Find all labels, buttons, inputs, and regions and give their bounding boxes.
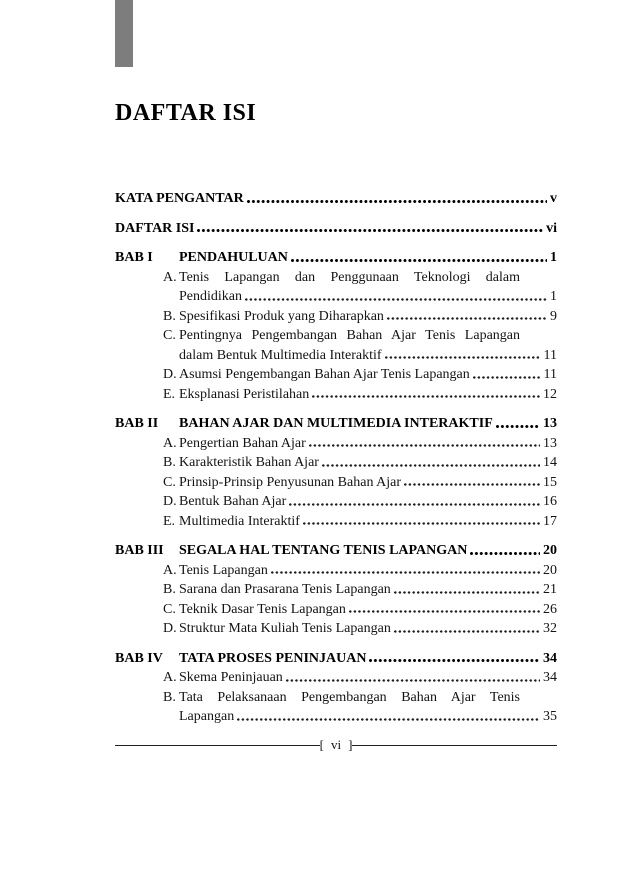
sub-item-text: Asumsi Pengembangan Bahan Ajar Tenis Lapangan: [179, 367, 470, 382]
sub-item-letter: A.: [163, 670, 177, 685]
sub-item-letter: E.: [163, 386, 176, 402]
page-title: DAFTAR ISI: [115, 100, 257, 127]
toc-front-row: [115, 189, 557, 209]
sub-item-body: [179, 492, 557, 512]
chapter-title: SEGALA HAL TENTANG TENIS LAPANGAN: [179, 543, 468, 558]
sub-item-text-line: [179, 580, 557, 600]
sub-item-text-line: [179, 561, 557, 581]
sub-item-text: Spesifikasi Produk yang Diharapkan: [179, 308, 384, 324]
toc-sub-item: [163, 473, 557, 493]
footer-rule-right: [352, 745, 557, 746]
dot-leader: [394, 630, 540, 633]
sub-item-text: Pendidikan: [179, 289, 242, 304]
toc-sub-item: [163, 268, 557, 307]
sub-item-text-line1: Tenis Lapangan dan Penggunaan Teknologi dalam: [179, 269, 520, 285]
footer-bracket-left: [: [319, 736, 324, 752]
chapter-title: TATA PROSES PENINJAUAN: [179, 650, 367, 666]
sub-item-body: [179, 688, 557, 727]
sub-item-text-line2: [179, 707, 557, 727]
footer-rule-left: [115, 745, 320, 746]
sub-item-letter: D.: [163, 494, 177, 509]
toc-front-row: [115, 219, 557, 239]
sub-item-text-line: [179, 385, 557, 405]
dot-leader: [309, 444, 540, 447]
toc-chapter-row: [115, 248, 557, 268]
sub-item-letter: B.: [163, 689, 176, 705]
dot-leader: [286, 679, 540, 682]
sub-item-text: Skema Peninjauan: [179, 670, 283, 685]
chapter-title: PENDAHULUAN: [179, 250, 288, 265]
sub-item-body: [179, 512, 557, 532]
sub-item-text-line: [179, 365, 557, 385]
chapter-label: BAB II: [115, 416, 159, 431]
sub-item-letter: A.: [163, 269, 177, 285]
toc-chapter-row: [115, 649, 557, 669]
sub-item-text: Multimedia Interaktif: [179, 513, 300, 529]
chapter-label: BAB IV: [115, 650, 163, 666]
dot-leader: [404, 483, 540, 486]
sub-item-text-line: [179, 512, 557, 532]
toc-list: [115, 179, 557, 727]
page-number: v: [550, 191, 557, 206]
chapter-title: BAHAN AJAR DAN MULTIMEDIA INTERAKTIF: [179, 416, 493, 431]
sub-item-letter: A.: [163, 435, 177, 451]
toc-entry-title: DAFTAR ISI: [115, 220, 195, 236]
sub-item-text: Lapangan: [179, 709, 235, 724]
sub-item-body: [179, 385, 557, 405]
sub-item-text-line: [179, 600, 557, 620]
page-number: vi: [546, 220, 557, 236]
page-number: 21: [543, 582, 557, 597]
toc-sub-item: [163, 512, 557, 532]
page-number: 13: [543, 416, 557, 431]
sub-item-text: Karakteristik Bahan Ajar: [179, 455, 319, 470]
toc-sub-item: [163, 453, 557, 473]
dot-leader: [237, 718, 540, 721]
decorative-margin-bar: [115, 0, 133, 67]
sub-item-body: [179, 600, 557, 620]
dot-leader: [247, 200, 547, 203]
page-number: 12: [543, 386, 557, 402]
sub-item-text-line1: Pentingnya Pengembangan Bahan Ajar Tenis Lapangan: [179, 328, 520, 343]
dot-leader: [349, 610, 540, 613]
page-number: 11: [543, 367, 557, 382]
chapter-label: BAB I: [115, 250, 153, 265]
sub-item-body: [179, 434, 557, 454]
page-number: 1: [550, 289, 557, 304]
sub-item-body: [179, 619, 557, 639]
sub-item-text-line: [179, 668, 557, 688]
sub-item-text: Eksplanasi Peristilahan: [179, 386, 310, 402]
page-number: 34: [543, 650, 557, 666]
page-number: 15: [543, 474, 557, 490]
dot-leader: [496, 425, 540, 428]
dot-leader: [322, 464, 540, 467]
sub-item-body: [179, 365, 557, 385]
toc-sub-item: [163, 561, 557, 581]
sub-item-letter: C.: [163, 601, 176, 617]
sub-item-body: [179, 307, 557, 327]
chapter-label: BAB III: [115, 543, 164, 558]
footer-bracket-right: ]: [348, 736, 353, 752]
dot-leader: [394, 591, 540, 594]
sub-item-text-line: [179, 619, 557, 639]
sub-item-text-line: [179, 434, 557, 454]
dot-leader: [387, 317, 547, 320]
sub-item-text-line: [179, 492, 557, 512]
sub-item-letter: C.: [163, 474, 176, 490]
sub-item-body: [179, 668, 557, 688]
toc-sub-item: [163, 668, 557, 688]
sub-item-letter: D.: [163, 621, 177, 636]
toc-sub-item: [163, 385, 557, 405]
toc-sub-item: [163, 600, 557, 620]
page-number: 13: [543, 435, 557, 451]
sub-item-body: [179, 268, 557, 307]
sub-item-text-line2: [179, 346, 557, 366]
toc-sub-item: [163, 307, 557, 327]
page-number: 16: [543, 494, 557, 509]
dot-leader: [303, 522, 540, 525]
page-number: 32: [543, 621, 557, 636]
sub-item-body: [179, 326, 557, 365]
sub-item-text-line: [179, 307, 557, 327]
sub-item-body: [179, 561, 557, 581]
sub-item-body: [179, 473, 557, 493]
page-number: 17: [543, 513, 557, 529]
dot-leader: [312, 395, 540, 398]
sub-item-text-line1: Tata Pelaksanaan Pengembangan Bahan Ajar Tenis: [179, 689, 520, 705]
toc-sub-item: [163, 580, 557, 600]
page-number: 26: [543, 601, 557, 617]
footer-page-number: vi: [330, 737, 342, 752]
sub-item-body: [179, 580, 557, 600]
sub-item-letter: D.: [163, 367, 177, 382]
page-number: 1: [550, 250, 557, 265]
toc-sub-item: [163, 492, 557, 512]
sub-item-letter: E.: [163, 513, 176, 529]
sub-item-text-line: [179, 453, 557, 473]
dot-leader: [289, 503, 540, 506]
dot-leader: [470, 552, 540, 555]
sub-item-letter: B.: [163, 582, 176, 597]
sub-item-text: Bentuk Bahan Ajar: [179, 494, 287, 509]
toc-entry-title: KATA PENGANTAR: [115, 191, 244, 206]
sub-item-text: Prinsip-Prinsip Penyusunan Bahan Ajar: [179, 474, 402, 490]
dot-leader: [271, 571, 540, 574]
toc-chapter-row: [115, 541, 557, 561]
sub-item-body: [179, 453, 557, 473]
page-footer: [115, 736, 557, 754]
dot-leader: [197, 229, 543, 232]
page-number: 35: [543, 709, 557, 724]
page-number: 14: [543, 455, 557, 470]
dot-leader: [369, 659, 540, 662]
sub-item-text: Pengertian Bahan Ajar: [179, 435, 306, 451]
toc-sub-item: [163, 619, 557, 639]
sub-item-text: Tenis Lapangan: [179, 562, 268, 578]
toc-sub-item: [163, 365, 557, 385]
dot-leader: [385, 356, 541, 359]
sub-item-text: Struktur Mata Kuliah Tenis Lapangan: [179, 621, 391, 636]
page-number: 34: [543, 670, 557, 685]
toc-sub-item: [163, 688, 557, 727]
page-number: 11: [543, 347, 557, 363]
toc-sub-item: [163, 434, 557, 454]
sub-item-text-line: [179, 473, 557, 493]
toc-chapter-row: [115, 414, 557, 434]
sub-item-letter: B.: [163, 308, 176, 324]
sub-item-letter: B.: [163, 455, 176, 470]
toc-sub-item: [163, 326, 557, 365]
sub-item-text-line2: [179, 287, 557, 307]
sub-item-text: Teknik Dasar Tenis Lapangan: [179, 601, 346, 617]
dot-leader: [473, 376, 541, 379]
sub-item-letter: C.: [163, 328, 176, 343]
page-number: 20: [543, 543, 557, 558]
sub-item-text: dalam Bentuk Multimedia Interaktif: [179, 347, 382, 363]
page-number: 20: [543, 562, 557, 578]
page-number: 9: [550, 308, 557, 324]
dot-leader: [245, 298, 547, 301]
dot-leader: [291, 259, 547, 262]
sub-item-letter: A.: [163, 562, 177, 578]
sub-item-text: Sarana dan Prasarana Tenis Lapangan: [179, 582, 391, 597]
